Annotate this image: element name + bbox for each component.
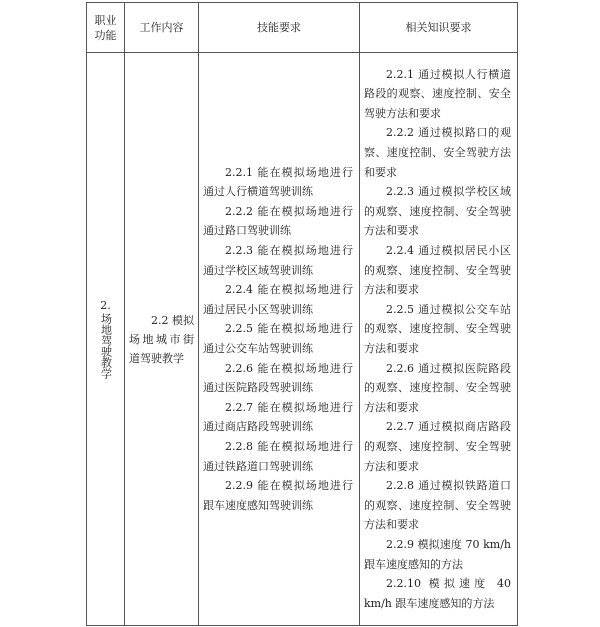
header-knowledge-requirements: 相关知识要求	[360, 3, 518, 53]
knowledge-cell	[360, 53, 518, 626]
list-item: 2.2.9 模拟速度 70 km/h 跟车速度感知的方法	[364, 537, 511, 571]
list-item: 2.2.6 通过模拟医院路段的观察、速度控制、安全驾驶方法和要求	[364, 361, 511, 414]
function-cell	[87, 53, 125, 626]
list-item: 2.2.8 通过模拟铁路道口的观察、速度控制、安全驾驶方法和要求	[364, 479, 511, 532]
list-item: 2.2.2 能在模拟场地进行通过路口驾驶训练	[203, 204, 353, 238]
list-item: 2.2.6 能在模拟场地进行通过医院路段驾驶训练	[203, 361, 353, 395]
list-item: 2.2.7 能在模拟场地进行通过商店路段驾驶训练	[203, 400, 353, 434]
header-skill-requirements: 技能要求	[199, 3, 360, 53]
table-row	[87, 53, 518, 626]
list-item: 2.2.10 模拟速度 40 km/h 跟车速度感知的方法	[364, 577, 511, 610]
list-item: 2.2.9 能在模拟场地进行跟车速度感知驾驶训练	[203, 479, 353, 512]
list-item: 2.2.4 能在模拟场地进行通过居民小区驾驶训练	[203, 283, 353, 316]
work-content-text: 2.2 模拟场地城市街道驾驶教学	[129, 313, 194, 365]
work-content-cell	[125, 53, 199, 626]
list-item: 2.2.3 能在模拟场地进行通过学校区域驾驶训练	[203, 244, 353, 277]
list-item: 2.2.7 通过模拟商店路段的观察、速度控制、安全驾驶方法和要求	[364, 420, 511, 473]
list-item: 2.2.1 通过模拟人行横道路段的观察、速度控制、安全驾驶方法和要求	[364, 67, 511, 120]
header-function: 职业 功能	[87, 3, 125, 53]
skill-standard-table	[86, 2, 518, 626]
function-name: 场地驾驶教学	[99, 313, 113, 379]
list-item: 2.2.4 通过模拟居民小区的观察、速度控制、安全驾驶方法和要求	[364, 244, 511, 297]
list-item: 2.2.1 能在模拟场地进行通过人行横道驾驶训练	[203, 165, 353, 199]
function-number: 2.	[100, 299, 111, 312]
header-work-content: 工作内容	[125, 3, 199, 53]
list-item: 2.2.8 能在模拟场地进行通过铁路道口驾驶训练	[203, 439, 353, 473]
skill-cell	[199, 53, 360, 626]
list-item: 2.2.5 能在模拟场地进行通过公交车站驾驶训练	[203, 322, 353, 355]
header-row	[87, 3, 518, 53]
list-item: 2.2.5 通过模拟公交车站的观察、速度控制、安全驾驶方法和要求	[364, 302, 511, 355]
list-item: 2.2.2 通过模拟路口的观察、速度控制、安全驾驶方法和要求	[364, 126, 511, 179]
list-item: 2.2.3 通过模拟学校区域的观察、速度控制、安全驾驶方法和要求	[364, 185, 511, 238]
